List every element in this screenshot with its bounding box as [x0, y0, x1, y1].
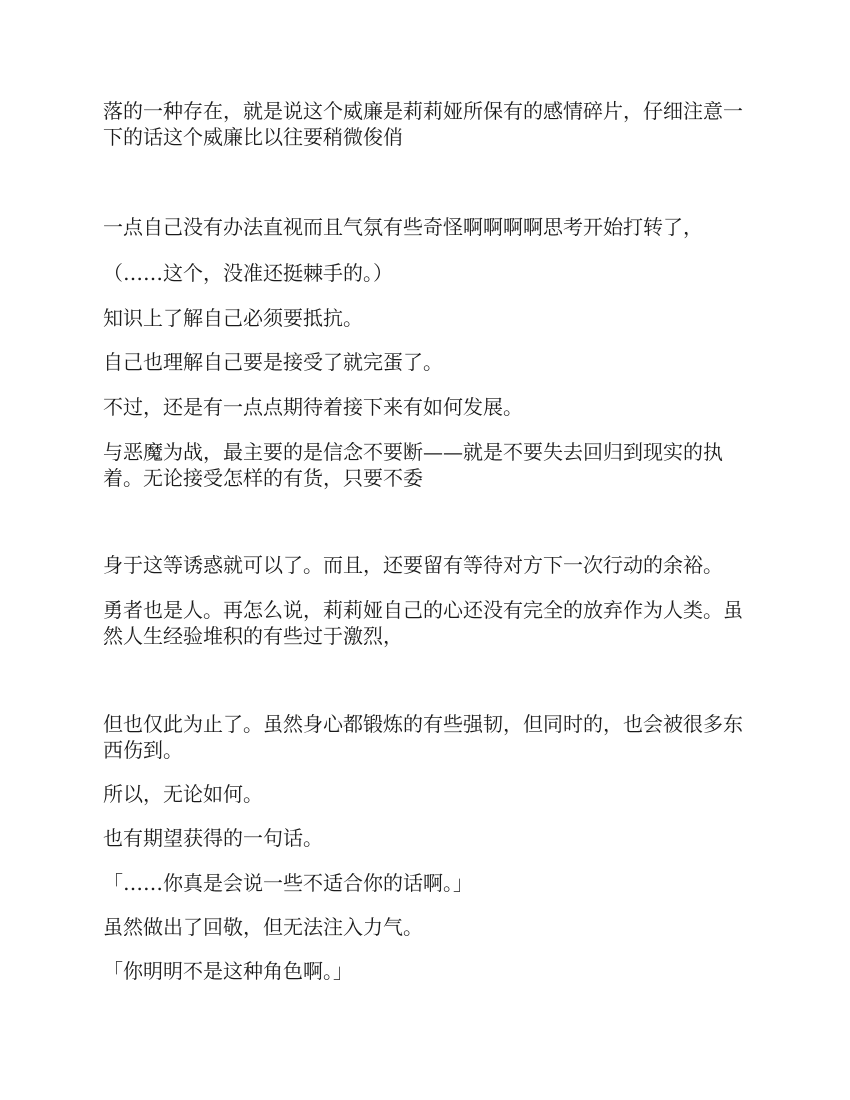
paragraph-9: 勇者也是人。再怎么说，莉莉娅自己的心还没有完全的放弃作为人类。虽然人生经验堆积的有些过于激烈， — [103, 598, 743, 648]
paragraph-1: 落的一种存在，就是说这个威廉是莉莉娅所保有的感情碎片，仔细注意一下的话这个威廉比以往要稍微俊俏 — [103, 99, 743, 149]
paragraph-13: 「……你真是会说一些不适合你的话啊。」 — [103, 871, 473, 895]
paragraph-7: 与恶魔为战，最主要的是信念不要断——就是不要失去回归到现实的执着。无论接受怎样的有货，只要不委 — [103, 440, 723, 490]
paragraph-14: 虽然做出了回敬，但无法注入力气。 — [103, 915, 423, 939]
paragraph-11: 所以，无论如何。 — [103, 782, 263, 806]
paragraph-10: 但也仅此为止了。虽然身心都锻炼的有些强韧，但同时的，也会被很多东西伤到。 — [103, 712, 743, 762]
paragraph-15: 「你明明不是这种角色啊。」 — [103, 959, 353, 983]
paragraph-2: 一点自己没有办法直视而且气氛有些奇怪啊啊啊啊思考开始打转了， — [103, 215, 703, 239]
paragraph-3: （……这个，没准还挺棘手的。） — [103, 261, 393, 285]
paragraph-8: 身于这等诱惑就可以了。而且，还要留有等待对方下一次行动的余裕。 — [103, 553, 723, 577]
paragraph-4: 知识上了解自己必须要抵抗。 — [103, 306, 363, 330]
paragraph-5: 自己也理解自己要是接受了就完蛋了。 — [103, 350, 443, 374]
paragraph-6: 不过，还是有一点点期待着接下来有如何发展。 — [103, 395, 523, 419]
paragraph-12: 也有期望获得的一句话。 — [103, 826, 323, 850]
